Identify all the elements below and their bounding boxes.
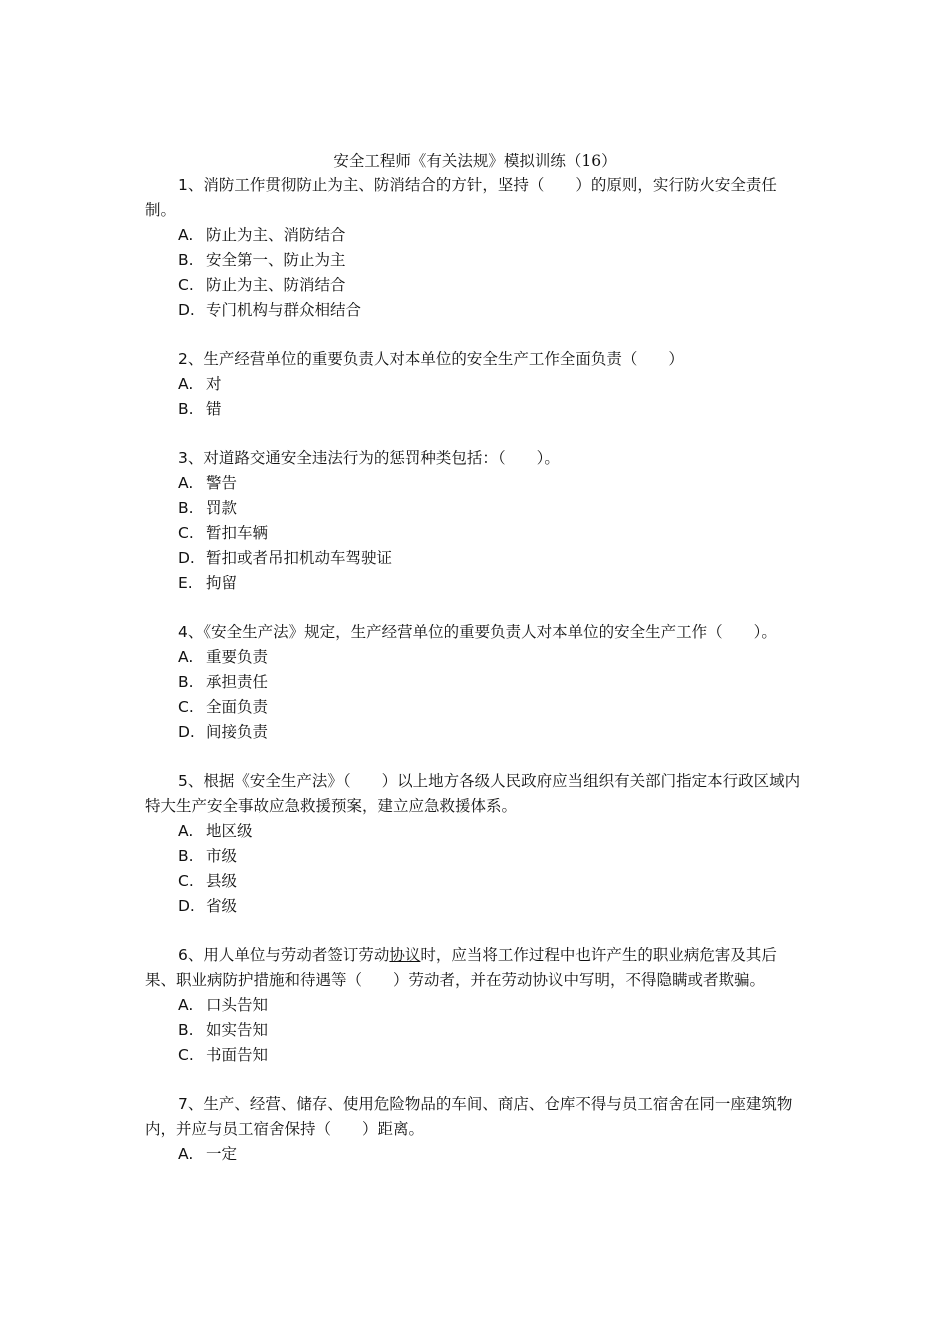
option [145, 571, 805, 596]
option-text: 重要负责 [206, 648, 269, 666]
option-text: 防止为主、防消结合 [206, 276, 346, 294]
option-text: 罚款 [206, 499, 238, 517]
option [145, 844, 805, 869]
question-text [145, 943, 805, 993]
option [145, 1043, 805, 1068]
option-text: 书面告知 [206, 1046, 269, 1064]
option [145, 869, 805, 894]
option-letter: A. [178, 474, 194, 492]
option-letter: C. [178, 276, 194, 294]
option-text: 防止为主、消防结合 [206, 226, 346, 244]
question-number: 5 [178, 772, 188, 790]
option [145, 372, 805, 397]
option-letter: D. [178, 723, 195, 741]
question-body: 、生产经营单位的重要负责人对本单位的安全生产工作全面负责（ ） [187, 350, 684, 368]
option [145, 471, 805, 496]
option-letter: A. [178, 648, 194, 666]
option-letter: D. [178, 549, 195, 567]
question-5 [145, 769, 805, 919]
option-letter: E. [178, 574, 193, 592]
question-text [145, 769, 805, 819]
option-text: 地区级 [206, 822, 253, 840]
option-letter: B. [178, 251, 194, 269]
option [145, 645, 805, 670]
option-letter: A. [178, 226, 194, 244]
document-title: 安全工程师《有关法规》模拟训练（16） [333, 152, 617, 170]
option [145, 1142, 805, 1167]
option-text: 安全第一、防止为主 [206, 251, 346, 269]
question-list [145, 173, 805, 1191]
option-letter: C. [178, 698, 194, 716]
question-text [145, 446, 805, 471]
question-body: 、《安全生产法》规定，生产经营单位的重要负责人对本单位的安全生产工作（ ）。 [187, 623, 777, 641]
question-7 [145, 1092, 805, 1167]
option [145, 720, 805, 745]
option [145, 496, 805, 521]
question-number: 7 [178, 1095, 188, 1113]
option-text: 口头告知 [206, 996, 269, 1014]
option-letter: B. [178, 1021, 194, 1039]
question-text [145, 1092, 805, 1142]
option [145, 298, 805, 323]
option-text: 承担责任 [206, 673, 269, 691]
option-text: 暂扣车辆 [206, 524, 269, 542]
option-letter: A. [178, 375, 194, 393]
option [145, 695, 805, 720]
question-body: 、生产、经营、储存、使用危险物品的车间、商店、仓库不得与员工宿舍在同一座建筑物内，并应与员工宿舍保持（ ）距离。 [145, 1095, 793, 1138]
question-body: 、消防工作贯彻防止为主、防消结合的方针，坚持（ ）的原则，实行防火安全责任制。 [145, 176, 777, 219]
question-number: 4 [178, 623, 188, 641]
question-number: 2 [178, 350, 188, 368]
option-text: 县级 [206, 872, 238, 890]
option [145, 521, 805, 546]
option [145, 273, 805, 298]
question-3 [145, 446, 805, 596]
option-letter: D. [178, 897, 195, 915]
option-letter: C. [178, 1046, 194, 1064]
question-2 [145, 347, 805, 422]
option-text: 全面负责 [206, 698, 269, 716]
option-letter: A. [178, 996, 194, 1014]
option [145, 670, 805, 695]
option-text: 如实告知 [206, 1021, 269, 1039]
option [145, 248, 805, 273]
option [145, 397, 805, 422]
option-text: 拘留 [206, 574, 238, 592]
option-letter: C. [178, 872, 194, 890]
option-letter: A. [178, 1145, 194, 1163]
option-letter: B. [178, 847, 194, 865]
question-body-continued: 时，应当将工作过程中也许产生的职业病危害及其后果、职业病防护措施和待遇等（ ）劳动者，并在劳动协议中写明，不得隐瞒或者欺骗。 [145, 946, 777, 989]
option-letter: C. [178, 524, 194, 542]
question-4 [145, 620, 805, 745]
option [145, 223, 805, 248]
underlined-term: 协议 [389, 946, 421, 964]
option-text: 市级 [206, 847, 238, 865]
option-letter: B. [178, 400, 194, 418]
option-text: 一定 [206, 1145, 238, 1163]
question-text [145, 620, 805, 645]
question-1 [145, 173, 805, 323]
question-number: 1 [178, 176, 188, 194]
option-text: 省级 [206, 897, 238, 915]
option-text: 警告 [206, 474, 238, 492]
question-number: 6 [178, 946, 188, 964]
question-number: 3 [178, 449, 188, 467]
option-text: 错 [206, 400, 222, 418]
option [145, 819, 805, 844]
question-body: 、根据《安全生产法》（ ）以上地方各级人民政府应当组织有关部门指定本行政区域内特大生产安全事故应急救援预案，建立应急救援体系。 [145, 772, 801, 815]
option-text: 间接负责 [206, 723, 269, 741]
question-body: 、对道路交通安全违法行为的惩罚种类包括：（ ）。 [187, 449, 560, 467]
question-body: 、用人单位与劳动者签订劳动 [187, 946, 390, 964]
option-letter: D. [178, 301, 195, 319]
option [145, 1018, 805, 1043]
question-text [145, 173, 805, 223]
option-letter: B. [178, 673, 194, 691]
option [145, 894, 805, 919]
option-text: 对 [206, 375, 222, 393]
question-text [145, 347, 805, 372]
option-text: 专门机构与群众相结合 [206, 301, 362, 319]
option-letter: A. [178, 822, 194, 840]
option-text: 暂扣或者吊扣机动车驾驶证 [206, 549, 393, 567]
option-letter: B. [178, 499, 194, 517]
option [145, 546, 805, 571]
option [145, 993, 805, 1018]
question-6 [145, 943, 805, 1068]
